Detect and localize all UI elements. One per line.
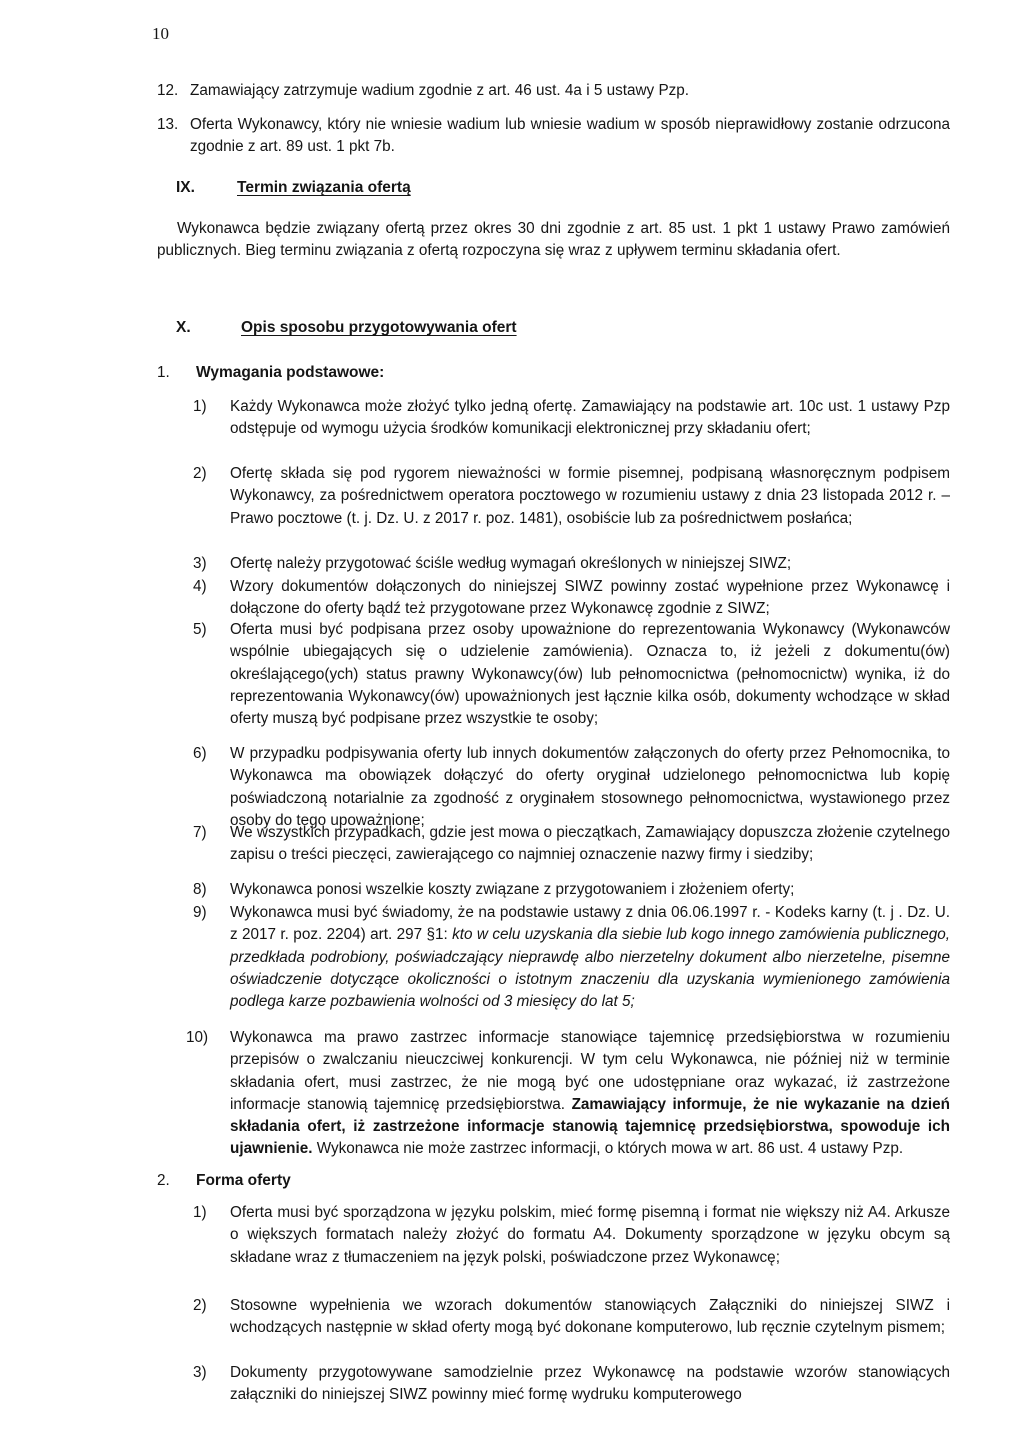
sub1-item-3-text: Ofertę należy przygotować ściśle według wymagań określonych w niniejszej SIWZ; — [230, 555, 792, 572]
sub2-item-3-text: Dokumenty przygotowywane samodzielnie przez Wykonawcę na podstawie wzorów stanowiących załączniki do niniejszej SIWZ powinny mieć formę wydruku komputerowego — [230, 1364, 950, 1404]
item-12-text: Zamawiający zatrzymuje wadium zgodnie z art. 46 ust. 4a i 5 ustawy Pzp. — [190, 82, 690, 99]
section-x-title: Opis sposobu przygotowywania ofert — [241, 319, 517, 336]
sub1-item-10-bold: Zamawiający informuje, że nie wykazanie na dzień składania ofert, iż zastrzeżone informacje stanowią tajemnicę przedsiębiorstwa, spowoduje ich ujawnienie. — [230, 1095, 950, 1158]
sub2-item-3-number: 3) — [193, 1364, 207, 1381]
sub1-item-4-number: 4) — [193, 578, 207, 595]
sub1-item-10-after: Wykonawca nie może zastrzec informacji, o których mowa w art. 86 ust. 4 ustawy Pzp. — [312, 1140, 904, 1158]
sub1-item-2-text: Ofertę składa się pod rygorem nieważności w formie pisemnej, podpisaną własnoręcznym podpisem Wykonawcy, za pośrednictwem operatora pocztowego w rozumieniu ustawy z dnia 23 listopada 2012 r. – Prawo pocztowe (t. j. Dz. U. z 2017 r. poz. 1481), osobiście lub za pośrednictwem posłańca; — [230, 465, 950, 527]
sub2-item-1-number: 1) — [193, 1204, 207, 1221]
sub1-item-9-plain: Wykonawca musi być świadomy, że na podstawie ustawy z dnia 06.06.1997 r. - Kodeks karny (t. j . Dz. U. z 2017 r. poz. 2204) art. 297 §1: — [230, 904, 950, 944]
sub1-title: Wymagania podstawowe: — [196, 364, 385, 381]
sub1-item-9-italic: kto w celu uzyskania dla siebie lub kogo innego zamówienia publicznego, przedkłada podrobiony, poświadczający nieprawdę albo nierzetelny dokument albo nierzetelne, pisemne oświadczenie dotyczące okoliczności o istotnym znaczeniu dla uzyskania wymienionego zamówienia podlega karze pozbawienia wolności od 3 miesięcy do lat 5; — [230, 926, 950, 1011]
sub2-item-2-text: Stosowne wypełnienia we wzorach dokumentów stanowiących Załączniki do niniejszej SIWZ i wchodzących następnie w skład oferty mogą być dokonane komputerowo, lub ręcznie czytelnym pismem; — [230, 1297, 950, 1337]
sub1-item-5-number: 5) — [193, 621, 207, 638]
section-ix-title: Termin związania ofertą — [237, 179, 411, 196]
sub1-item-1-text: Każdy Wykonawca może złożyć tylko jedną ofertę. Zamawiający na podstawie art. 10c ust. 1 ustawy Pzp odstępuje od wymogu użycia środków komunikacji elektronicznej przy składaniu ofert; — [230, 398, 950, 438]
sub1-item-9-number: 9) — [193, 904, 207, 921]
sub1-item-7-number: 7) — [193, 824, 207, 841]
section-ix-body: Wykonawca będzie związany ofertą przez okres 30 dni zgodnie z art. 85 ust. 1 pkt 1 ustawy Prawo zamówień publicznych. Bieg terminu związania z ofertą rozpoczyna się wraz z upływem terminu składania ofert. — [157, 220, 950, 260]
section-ix-number: IX. — [176, 179, 195, 196]
sub1-item-4-text: Wzory dokumentów dołączonych do niniejszej SIWZ powinny zostać wypełnione przez Wykonawcę i dołączone do oferty bądź też przygotowane przez Wykonawcę zgodnie z SIWZ; — [230, 578, 950, 618]
page-number: 10 — [152, 24, 169, 43]
section-x-number: X. — [176, 319, 191, 336]
sub1-item-10-number: 10) — [186, 1029, 209, 1046]
sub2-number: 2. — [157, 1172, 170, 1189]
sub2-title: Forma oferty — [196, 1172, 291, 1189]
sub1-number: 1. — [157, 364, 170, 381]
sub1-item-6-text: W przypadku podpisywania oferty lub innych dokumentów załączonych do oferty przez Pełnomocnika, to Wykonawca ma obowiązek dołączyć do oferty oryginał udzielonego pełnomocnictwa lub kopię poświadczoną notarialnie za zgodność z oryginałem stosownego pełnomocnictwa, wystawionego przez osoby do tego upoważnione; — [230, 745, 950, 829]
sub1-item-2-number: 2) — [193, 465, 207, 482]
sub1-item-6-number: 6) — [193, 745, 207, 762]
sub2-item-1-text: Oferta musi być sporządzona w języku polskim, mieć formę pisemną i format nie większy niż A4. Arkusze o większych formatach należy złożyć do formatu A4. Dokumenty sporządzone w języku obcym są składane wraz z tłumaczeniem na język polski, poświadczone przez Wykonawcę; — [230, 1204, 950, 1266]
item-12-number: 12. — [157, 82, 179, 99]
item-13-number: 13. — [157, 116, 179, 133]
sub1-item-1-number: 1) — [193, 398, 207, 415]
sub1-item-10-text — [230, 1027, 950, 1161]
sub2-item-2-number: 2) — [193, 1297, 207, 1314]
sub1-item-3-number: 3) — [193, 555, 207, 572]
sub1-item-10-plain: Wykonawca ma prawo zastrzec informacje stanowiące tajemnicę przedsiębiorstwa w rozumieniu przepisów o zwalczaniu nieuczciwej konkurencji. W tym celu Wykonawca, nie później niż w terminie składania ofert, musi zastrzec, że nie mogą być one udostępniane oraz wykazać, iż zastrzeżone informacje stanowią tajemnicę przedsiębiorstwa. — [230, 1029, 950, 1113]
item-13-text: Oferta Wykonawcy, który nie wniesie wadium lub wniesie wadium w sposób nieprawidłowy zostanie odrzucona zgodnie z art. 89 ust. 1 pkt 7b. — [190, 116, 950, 156]
sub1-item-5-text: Oferta musi być podpisana przez osoby upoważnione do reprezentowania Wykonawcy (Wykonawców wspólnie ubiegających się o udzielenie zamówienia). Oznacza to, iż jeżeli z dokumentu(ów) określającego(ych) status prawny Wykonawcy(ów) lub pełnomocnictwa (pełnomocnictw) wynika, iż do reprezentowania Wykonawcy(ów) upoważnionych jest łącznie kilka osób, dokumenty wchodzące w skład oferty muszą być podpisane przez wszystkie te osoby; — [230, 621, 950, 728]
sub1-item-8-number: 8) — [193, 881, 207, 898]
sub1-item-8-text: Wykonawca ponosi wszelkie koszty związane z przygotowaniem i złożeniem oferty; — [230, 881, 795, 898]
sub1-item-9-text — [230, 902, 950, 1013]
sub1-item-7-text: We wszystkich przypadkach, gdzie jest mowa o pieczątkach, Zamawiający dopuszcza złożenie czytelnego zapisu o treści pieczęci, zawierającego co najmniej oznaczenie nazwy firmy i siedziby; — [230, 824, 950, 864]
